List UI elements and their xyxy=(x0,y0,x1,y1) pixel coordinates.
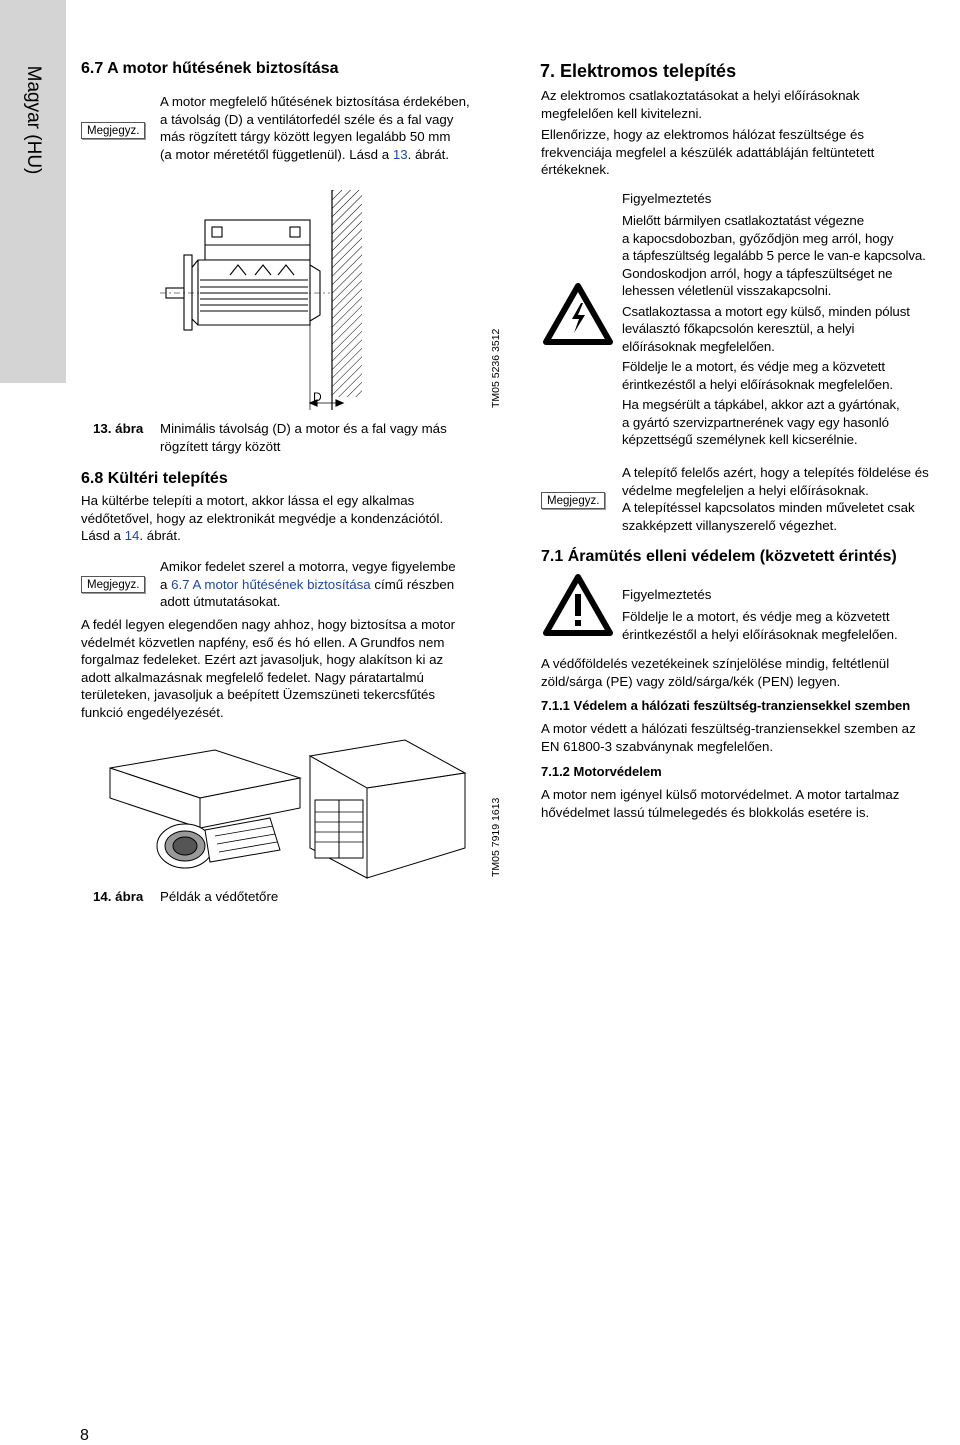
figure-14-cover-drawing xyxy=(105,738,485,880)
section-7-paragraph-1: Az elektromos csatlakoztatásokat a helyi előírásoknak megfelelően kell kivitelezni. xyxy=(541,88,860,121)
note-badge: Megjegyz. xyxy=(81,122,145,139)
warning-title: Figyelmeztetés xyxy=(622,191,712,206)
section-7-1-1-paragraph: A motor védett a hálózati feszültség-tranziensekkel szemben az EN 61800-3 szabványnak megfelelően. xyxy=(541,721,916,754)
figure-14-link[interactable]: 14 xyxy=(124,528,140,543)
language-label: Magyar (HU) xyxy=(23,65,44,175)
note-6-7-text xyxy=(160,93,500,163)
dimension-d-label: D xyxy=(313,390,322,404)
note-badge: Megjegyz. xyxy=(541,492,605,509)
section-7-paragraph-2: Ellenőrizze, hogy az elektromos hálózat feszültsége és frekvenciája megfelel a készülék adattábláján feltüntetett értékeknek. xyxy=(541,127,875,177)
section-6-8-paragraph-2: A fedél legyen elegendően nagy ahhoz, hogy biztosítsa a motor védelmét közvetlen napfény, eső és hó ellen. A Grundfos nem forgalmaz fedeleket. Ezért azt javasoljuk, hogy alakítson ki az adott alkalmazásnak megfelelő fedelet. Nagy páratartalmú területeken, javasoljuk a beépített Üzemszüneti tekercsfűtés funkció engedélyezését. xyxy=(81,617,456,720)
section-6-8-heading: 6.8 Kültéri telepítés xyxy=(81,470,228,487)
warning-title: Figyelmeztetés xyxy=(622,587,712,602)
section-6-7-heading: 6.7 A motor hűtésének biztosítása xyxy=(81,60,339,77)
figure-14-caption: Példák a védőtetőre xyxy=(160,889,279,904)
general-warning-icon xyxy=(543,574,613,636)
high-voltage-warning-icon xyxy=(543,283,613,345)
note-badge: Megjegyz. xyxy=(81,576,145,593)
note-line: A motor megfelelő hűtésének biztosítása érdekében, xyxy=(160,94,470,109)
warning-7-text: Mielőtt bármilyen csatlakoztatást végezne a kapocsdobozban, győződjön meg arról, hogy a tápfeszültség legalább 5 perce le van-e kapcsolva. Gondoskodjon arról, hogy a tápfeszültséget ne lehessen véletlenül visszakapcsolni. Csatlakoztassa a motort egy külső, minden pólust leválasztó főkapcsolón keresztül, a helyi előírásoknak megfelelően. Földelje le a motort, és védje meg a közvetett érintkezéstől a helyi előírásoknak megfelelően. Ha megsérült a tápkábel, akkor azt a gyártónak, a gyártó szervizpartnerének vagy egy hasonló képzettségű személynek kell kicserélnie. xyxy=(622,213,926,447)
figure-13-code: TM05 5236 3512 xyxy=(490,328,502,408)
figure-14-code: TM05 7919 1613 xyxy=(490,797,502,877)
section-6-7-link[interactable]: 6.7 A motor hűtésének biztosítása xyxy=(171,576,371,592)
figure-14-caption-number: 14. ábra xyxy=(93,889,144,904)
note-line: más rögzített tárgy között legyen legalább 50 mm xyxy=(160,129,451,144)
note-6-8-text: Amikor fedelet szerel a motorra, vegye figyelembe a 6.7 A motor hűtésének biztosítása című részben adott útmutatásokat. xyxy=(160,559,456,609)
section-7-1-1-heading: 7.1.1 Védelem a hálózati feszültség-tranziensekkel szemben xyxy=(541,698,911,713)
section-6-8-paragraph-1: Ha kültérbe telepíti a motort, akkor lássa el egy alkalmas védőtetővel, hogy az elektronikát megvédje a kondenzációtól. Lásd a 14. ábrát. xyxy=(81,493,444,543)
section-7-1-heading: 7.1 Áramütés elleni védelem (közvetett érintés) xyxy=(541,548,897,565)
figure-13-caption: Minimális távolság (D) a motor és a fal vagy más rögzített tárgy között xyxy=(160,421,447,454)
warning-7-1-text: Földelje le a motort, és védje meg a közvetett érintkezéstől a helyi előírásoknak megfelelően. xyxy=(622,609,898,642)
note-7-text: A telepítő felelős azért, hogy a telepítés földelése és védelme megfeleljen a helyi előírásoknak. A telepítéssel kapcsolatos minden műveletet csak szakképzett villanyszerelő végezhet. xyxy=(622,465,929,533)
figure-13-motor-wall-drawing xyxy=(160,185,380,410)
section-7-1-2-paragraph: A motor nem igényel külső motorvédelmet. A motor tartalmaz hővédelmet lassú túlmelegedés és blokkolás esetére is. xyxy=(541,787,900,820)
figure-13-caption-number: 13. ábra xyxy=(93,421,144,436)
section-7-heading: 7. Elektromos telepítés xyxy=(540,61,737,81)
note-line: (a motor méretétől függetlenül). Lásd a 13. ábrát. xyxy=(160,146,450,162)
section-7-1-paragraph: A védőföldelés vezetékeinek színjelölése mindig, feltétlenül zöld/sárga (PE) vagy zöld/sárga/kék (PEN) legyen. xyxy=(541,656,890,689)
figure-13-link[interactable]: 13 xyxy=(392,146,408,162)
page-number: 8 xyxy=(80,1427,89,1444)
language-tab xyxy=(0,0,66,383)
section-7-1-2-heading: 7.1.2 Motorvédelem xyxy=(541,764,662,779)
note-line: a távolság (D) a ventilátorfedél széle és a fal vagy xyxy=(160,111,454,127)
